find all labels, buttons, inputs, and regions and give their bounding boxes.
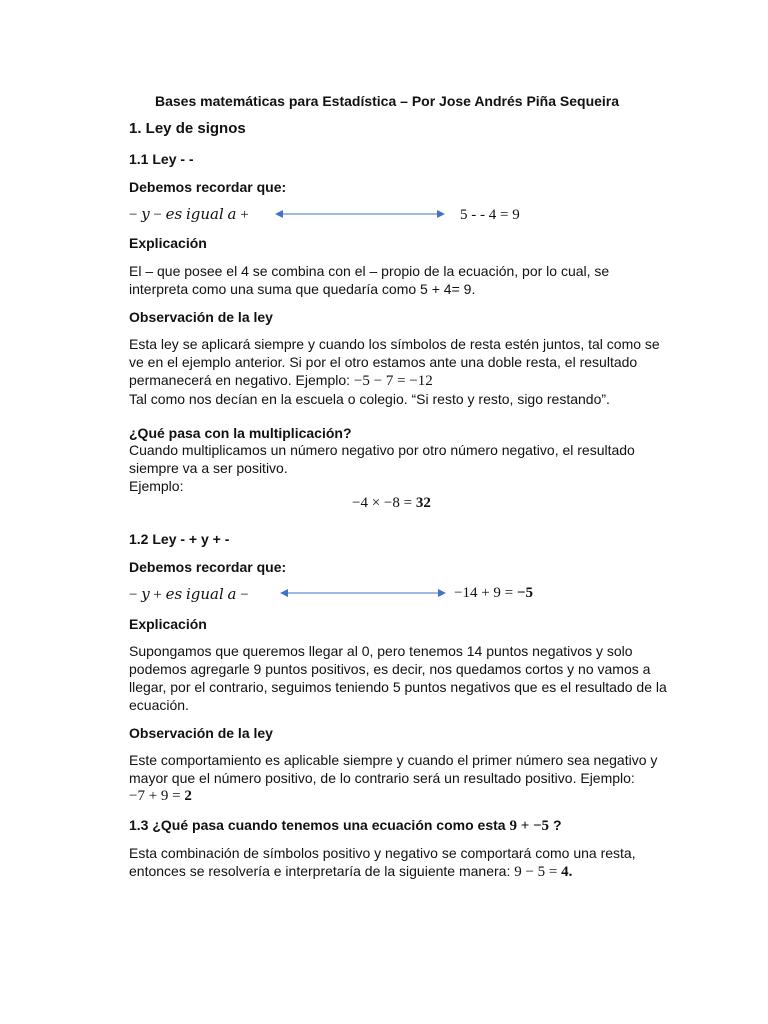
paragraph-line: mayor que el número positivo, de lo contrario será un resultado positivo. Ejemplo:: [129, 770, 635, 786]
combinacion-paragraph: [129, 844, 669, 881]
subsection-heading-1-2: 1.2 Ley - + y + -: [129, 531, 230, 547]
observacion-paragraph: [129, 335, 669, 408]
math-result: 32: [415, 495, 431, 511]
paragraph-line: Esta combinación de símbolos positivo y negativo se comportará como una resta,: [129, 845, 636, 861]
rule-expression: − 𝑦 + 𝑒𝑠 𝑖𝑔𝑢𝑎𝑙 𝑎 −: [129, 587, 249, 603]
math-result: 4.: [561, 864, 573, 880]
paragraph-text: permanecerá en negativo. Ejemplo:: [129, 372, 354, 388]
paragraph-line: Tal como nos decían en la escuela o colegio. “Si resto y resto, sigo restando”.: [129, 391, 610, 407]
heading-text: 1.3 ¿Qué pasa cuando tenemos una ecuación como esta: [129, 817, 510, 833]
paragraph-line: Supongamos que queremos llegar al 0, pero tenemos 14 puntos negativos y solo: [129, 643, 633, 659]
observacion-heading: Observación de la ley: [129, 725, 273, 741]
paragraph-line: El – que posee el 4 se combina con el – propio de la ecuación, por lo cual, se: [129, 263, 610, 279]
paragraph-line: ecuación.: [129, 697, 189, 713]
double-arrow-icon: [275, 208, 445, 220]
math-expression: −4 × −8 =: [352, 495, 416, 511]
paragraph-text: entonces se resolvería e interpretaría de la siguiente manera:: [129, 863, 515, 879]
multiplicacion-example: [352, 495, 431, 512]
paragraph-line: interpreta como una suma que quedaría como 5 + 4= 9.: [129, 281, 476, 297]
paragraph-line: podemos agregarle 9 puntos positivos, es decir, nos quedamos cortos y no vamos a: [129, 661, 651, 677]
rule-expression: − 𝑦 − 𝑒𝑠 𝑖𝑔𝑢𝑎𝑙 𝑎 +: [129, 207, 249, 223]
observacion-heading: Observación de la ley: [129, 309, 273, 325]
explicacion-paragraph: [129, 642, 669, 714]
inline-math: 9 + −5: [509, 818, 550, 834]
paragraph-line: Esta ley se aplicará siempre y cuando los símbolos de resta estén juntos, tal como se: [129, 336, 660, 352]
math-result: −5: [516, 585, 533, 601]
paragraph-line: llegar, por el contrario, seguimos teniendo 5 puntos negativos que es el resultado de la: [129, 679, 667, 695]
heading-text: ?: [549, 817, 562, 833]
paragraph-line: [129, 371, 669, 390]
paragraph-line: siempre va a ser positivo.: [129, 460, 288, 476]
math-expression: −7 + 9 =: [129, 788, 185, 804]
multiplicacion-heading: ¿Qué pasa con la multiplicación?: [129, 425, 352, 441]
subsection-heading-1-1: 1.1 Ley - -: [129, 151, 194, 167]
document-title: Bases matemáticas para Estadística – Por Jose Andrés Piña Sequeira: [155, 93, 620, 109]
multiplicacion-paragraph: [129, 441, 669, 495]
explicacion-heading: Explicación: [129, 616, 207, 632]
observacion-paragraph: [129, 751, 669, 805]
paragraph-line: [129, 862, 669, 881]
explicacion-heading: Explicación: [129, 235, 207, 251]
inline-math: 9 − 5 =: [514, 864, 562, 880]
section-heading: 1. Ley de signos: [129, 120, 246, 137]
double-arrow-icon: [280, 587, 446, 599]
math-result: 2: [184, 788, 192, 804]
example-expression: [454, 585, 533, 602]
paragraph-line: ve en el ejemplo anterior. Si por el otro estamos ante una doble resta, el resultado: [129, 354, 638, 370]
example-expression: 5 - - 4 = 9: [460, 207, 520, 223]
paragraph-line: Este comportamiento es aplicable siempre y cuando el primer número sea negativo y: [129, 752, 658, 768]
subsection-heading-1-3: [129, 816, 562, 835]
recordar-label: Debemos recordar que:: [129, 559, 287, 575]
paragraph-line: Cuando multiplicamos un número negativo por otro número negativo, el resultado: [129, 442, 635, 458]
inline-math: −5 − 7 = −12: [353, 373, 433, 389]
recordar-label: Debemos recordar que:: [129, 179, 287, 195]
explicacion-paragraph: [129, 262, 669, 298]
paragraph-line: [129, 787, 669, 805]
paragraph-line: Ejemplo:: [129, 478, 184, 494]
math-expression: −14 + 9 =: [454, 585, 517, 601]
